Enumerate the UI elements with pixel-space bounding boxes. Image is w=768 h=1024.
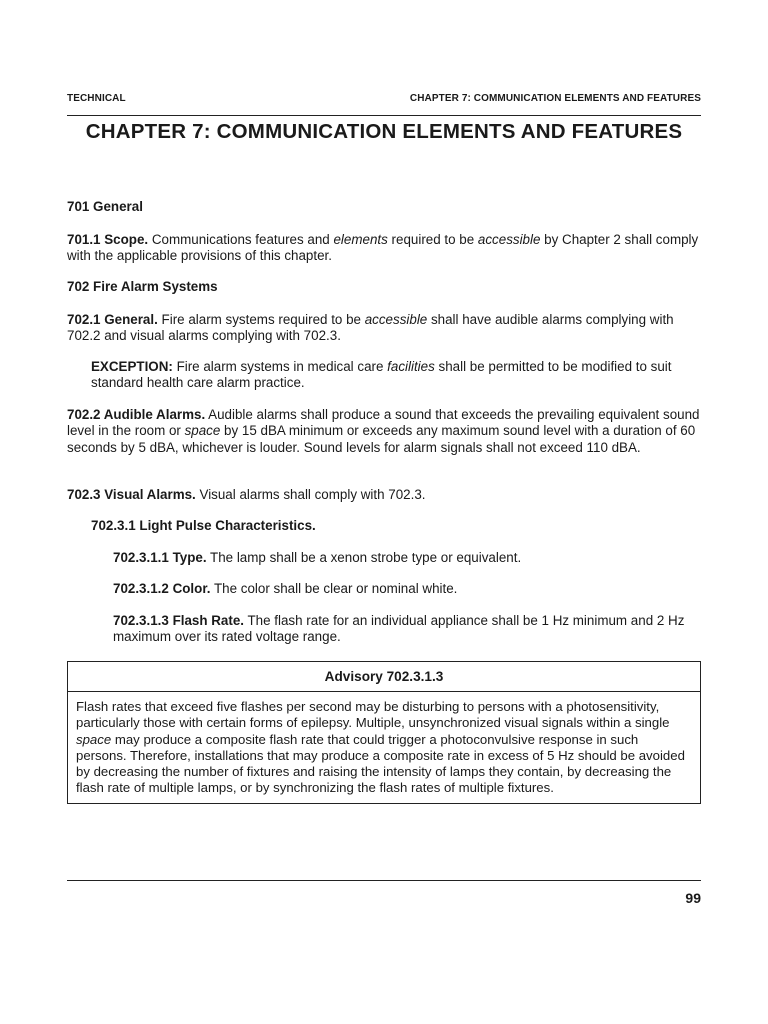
chapter-title: CHAPTER 7: COMMUNICATION ELEMENTS AND FEATURES [85,120,683,143]
text-run: by Chapter 2 shall comply with the applicable provisions of this chapter. [67,232,699,264]
advisory-title: Advisory 702.3.1.3 [68,662,700,692]
text-run: The color shall be clear or nominal white. [210,581,458,596]
exception-label: EXCEPTION: [91,359,173,374]
defined-term: accessible [364,312,428,327]
paragraph-label: 702.3.1.2 Color. [113,581,211,596]
paragraph-label: 701.1 Scope. [67,232,149,247]
paragraph-702-3-1-2 [113,581,701,597]
section-heading-702: 702 Fire Alarm Systems [67,279,218,294]
running-header [67,93,701,104]
header-chapter-label: CHAPTER 7: COMMUNICATION ELEMENTS AND FEATURES [409,93,701,104]
text-run: The lamp shall be a xenon strobe type or equivalent. [206,550,522,565]
exception-702-1 [91,359,701,392]
text-run: shall be permitted to be modified to suit standard health care alarm practice. [91,359,672,391]
paragraph-702-3-1-3 [113,613,701,646]
paragraph-label: 702.1 General. [67,312,158,327]
text-run: Visual alarms shall comply with 702.3. [195,487,426,502]
footer-rule [67,880,701,881]
text-run: may produce a composite flash rate that could trigger a photoconvulsive response in such persons. Therefore, installations that may produce a composite rate in excess of 5 Hz should be avoided by decreasing the number of fixtures and raising the intensity of lamps they contain, by decreasing the flash rate of multiple lamps, or by synchronizing the flash rates of multiple fixtures. [76,731,685,796]
paragraph-702-3-1-1 [113,550,701,566]
defined-term: facilities [387,359,435,374]
defined-term: space [76,731,112,747]
header-section-label: TECHNICAL [67,93,126,104]
defined-term: accessible [477,232,541,247]
paragraph-701-1 [67,232,701,265]
paragraph-702-3 [67,487,701,503]
advisory-body [68,692,700,803]
defined-term: space [184,423,221,439]
paragraph-702-2 [67,407,701,456]
text-run: shall have audible alarms complying with 702.2 and visual alarms complying with 702.3. [67,312,674,344]
page-number: 99 [685,890,701,906]
paragraph-label: 702.2 Audible Alarms. [67,407,206,422]
text-run: Fire alarm systems required to be [157,312,365,327]
paragraph-label: 702.3.1.3 Flash Rate. [113,613,245,628]
paragraph-label: 702.3 Visual Alarms. [67,487,196,502]
paragraph-702-1 [67,312,701,345]
text-run: Flash rates that exceed five flashes per second may be disturbing to persons with a photosensitivity, particularly those with certain forms of epilepsy. Multiple, unsynchronized visual signals within a single [76,699,670,731]
text-run: Fire alarm systems in medical care [172,359,388,374]
section-heading-701: 701 General [67,199,143,214]
text-run: The flash rate for an individual appliance shall be 1 Hz minimum and 2 Hz maximum over its rated voltage range. [113,613,685,645]
paragraph-label: 702.3.1 Light Pulse Characteristics. [91,518,316,533]
advisory-box [67,661,701,804]
text-run: Communications features and [148,232,334,247]
header-rule [67,115,701,116]
paragraph-label: 702.3.1.1 Type. [113,550,207,565]
defined-term: elements [333,232,388,247]
paragraph-702-3-1 [91,518,701,534]
text-run: required to be [387,232,478,247]
text-run: by 15 dBA minimum or exceeds any maximum sound level with a duration of 60 seconds by 5 dBA, whichever is louder. Sound levels for alarm signals shall not exceed 110 dBA. [67,423,696,455]
text-run: Audible alarms shall produce a sound that exceeds the prevailing equivalent sound level in the room or [67,407,700,439]
